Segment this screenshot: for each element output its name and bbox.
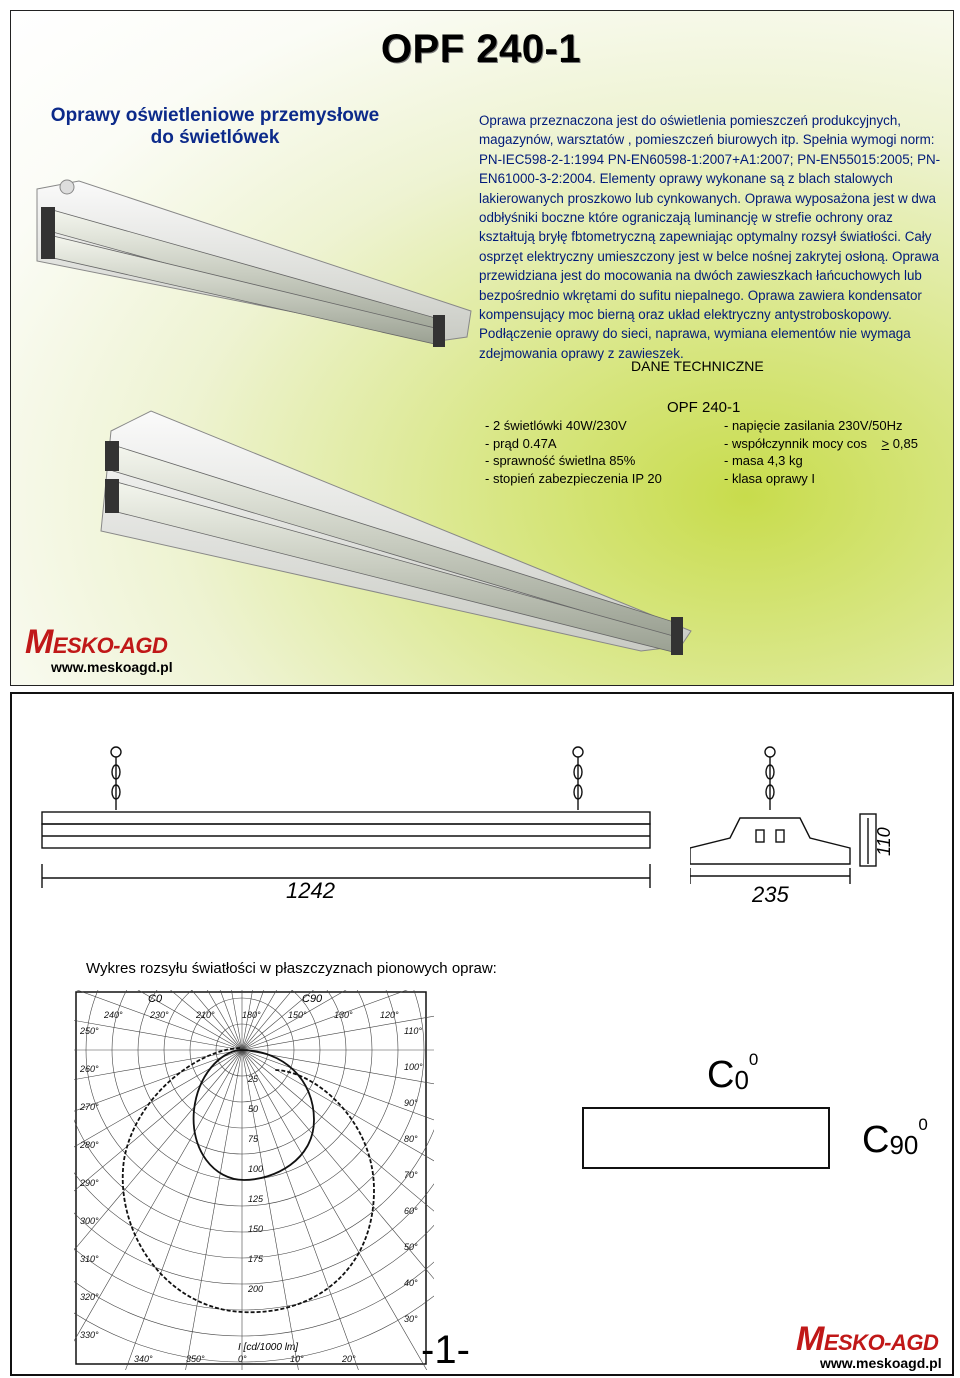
polar-angle-label: 70° bbox=[404, 1170, 418, 1180]
polar-radial-label: 200 bbox=[248, 1284, 264, 1294]
polar-radial-label: 25 bbox=[248, 1074, 259, 1084]
polar-angle-label: 310° bbox=[80, 1254, 99, 1264]
polar-angle-label: 340° bbox=[134, 1354, 153, 1364]
brand-logo: MESKO-AGD bbox=[25, 623, 168, 661]
polar-angle-label: 90° bbox=[404, 1098, 418, 1108]
spec-gte-symbol: > bbox=[881, 435, 890, 451]
polar-radial-label: 75 bbox=[248, 1134, 259, 1144]
dimension-width: 235 bbox=[752, 882, 789, 907]
brand-logo-footer: MESKO-AGD bbox=[796, 1320, 939, 1358]
polar-angle-label: 270° bbox=[80, 1102, 99, 1112]
polar-chart-caption: Wykres rozsyłu światłości w płaszczyznach pionowych opraw: bbox=[86, 960, 497, 977]
polar-angle-label: 150° bbox=[288, 1010, 307, 1020]
spec-item: - napięcie zasilania 230V/50Hz bbox=[724, 418, 903, 433]
polar-angle-label: 260° bbox=[80, 1064, 99, 1074]
polar-angle-label: 320° bbox=[80, 1292, 99, 1302]
specs-right bbox=[724, 417, 918, 487]
spec-item: - prąd 0.47A bbox=[485, 435, 557, 451]
polar-radial-label: 50 bbox=[248, 1104, 259, 1114]
technical-data-heading: DANE TECHNICZNE bbox=[631, 358, 764, 374]
polar-distribution-diagram bbox=[74, 990, 434, 1370]
polar-angle-label: 40° bbox=[404, 1278, 418, 1288]
polar-angle-label: 30° bbox=[404, 1314, 418, 1324]
spec-item bbox=[724, 435, 918, 453]
polar-radial-label: 150 bbox=[248, 1224, 264, 1234]
c0-plane-label: $C_0^0$ bbox=[707, 1050, 759, 1096]
polar-radial-label: 175 bbox=[248, 1254, 264, 1264]
polar-angle-label: 350° bbox=[186, 1354, 205, 1364]
polar-c90-label: C90 bbox=[302, 993, 323, 1005]
page-number: -1- bbox=[421, 1328, 470, 1372]
polar-angle-label: 250° bbox=[80, 1026, 99, 1036]
product-description: Oprawa przeznaczona jest do oświetlenia pomieszczeń produkcyjnych, magazynów, warsztatów , pomieszczeń biurowych itp. Spełnia wymogi norm: PN-IEC598-2-1:1994 PN-EN60598-1:2007+A1:2007; PN-EN55015:2005; PN-EN61000-3-2:2004. Elementy oprawy wykonane są z blach stalowych lakierowanych proszkowo lub cynkowanych. Oprawa wyposażona jest w dwa odbłyśniki boczne które ograniczają luminancję w strefie ochrony oraz kształtują bryłę fbtometryczną zapewniając optymalny rozsył światłości. Cały osprzęt elektryczny umieszczony jest w belce nośnej zakrytej osłoną. Oprawa przewidziana jest do mocowania na dwóch zawieszkach łańcuchowych lub bezpośrednio wkrętami do sufitu niepalnego. Oprawa zawiera kondensator kompensujący moc bierną oraz układ elektryczny antystroboskopowy. Podłączenie oprawy do sieci, naprawa, wymiana elementów nie wymaga zdejmowania oprawy z zawieszek. bbox=[479, 113, 941, 361]
spec-item: - stopień zabezpieczenia IP 20 bbox=[485, 470, 662, 486]
page-title: OPF 240-1 bbox=[380, 27, 582, 71]
polar-angle-label: 100° bbox=[404, 1062, 423, 1072]
polar-angle-label: 300° bbox=[80, 1216, 99, 1226]
polar-unit-label: I [cd/1000 lm] bbox=[238, 1342, 299, 1353]
spec-power-factor-value: 0,85 bbox=[889, 435, 919, 451]
polar-angle-label: 330° bbox=[80, 1330, 99, 1340]
polar-angle-label: 20° bbox=[342, 1354, 356, 1364]
product-panel bbox=[10, 10, 954, 686]
polar-angle-label: 50° bbox=[404, 1242, 418, 1252]
spec-power-factor-label: - współczynnik mocy cos bbox=[724, 435, 868, 451]
c0-plane-rectangle bbox=[582, 1107, 830, 1169]
polar-angle-label: 60° bbox=[404, 1206, 418, 1216]
c90-plane-label: $C_{90}^0$ bbox=[862, 1115, 928, 1161]
front-view-drawing bbox=[36, 738, 656, 908]
polar-angle-label: 110° bbox=[404, 1026, 422, 1036]
spec-item: - masa 4,3 kg bbox=[724, 453, 803, 468]
polar-angle-label: 230° bbox=[150, 1010, 169, 1020]
polar-c0-label: C0 bbox=[148, 993, 163, 1005]
side-view-drawing bbox=[690, 738, 940, 908]
spec-item: - 2 świetlówki 40W/230V bbox=[485, 418, 627, 433]
polar-angle-label: 280° bbox=[80, 1140, 99, 1150]
polar-angle-label: 210° bbox=[196, 1010, 215, 1020]
spec-item: - sprawność świetlna 85% bbox=[485, 453, 636, 468]
polar-angle-label: 10° bbox=[290, 1354, 304, 1364]
polar-angle-label: 290° bbox=[80, 1178, 99, 1188]
product-subtitle: Oprawy oświetleniowe przemysłowe do świetlówek bbox=[50, 105, 380, 148]
polar-angle-label: 120° bbox=[380, 1010, 399, 1020]
dimension-length: 1242 bbox=[286, 878, 335, 903]
dimension-height: 110 bbox=[874, 827, 894, 856]
website-url[interactable]: www.meskoagd.pl bbox=[51, 659, 173, 675]
polar-radial-label: 100 bbox=[248, 1164, 264, 1174]
spec-item: - klasa oprawy I bbox=[724, 470, 816, 486]
website-url-footer[interactable]: www.meskoagd.pl bbox=[820, 1355, 942, 1371]
polar-angle-label: 80° bbox=[404, 1134, 418, 1144]
polar-angle-label: 240° bbox=[104, 1010, 123, 1020]
specs-model: OPF 240-1 bbox=[667, 399, 741, 416]
polar-radial-label: 125 bbox=[248, 1194, 264, 1204]
polar-angle-label: 0° bbox=[238, 1354, 247, 1364]
polar-angle-label: 180° bbox=[242, 1010, 261, 1020]
polar-angle-label: 130° bbox=[334, 1010, 353, 1020]
specs-left bbox=[485, 417, 662, 487]
